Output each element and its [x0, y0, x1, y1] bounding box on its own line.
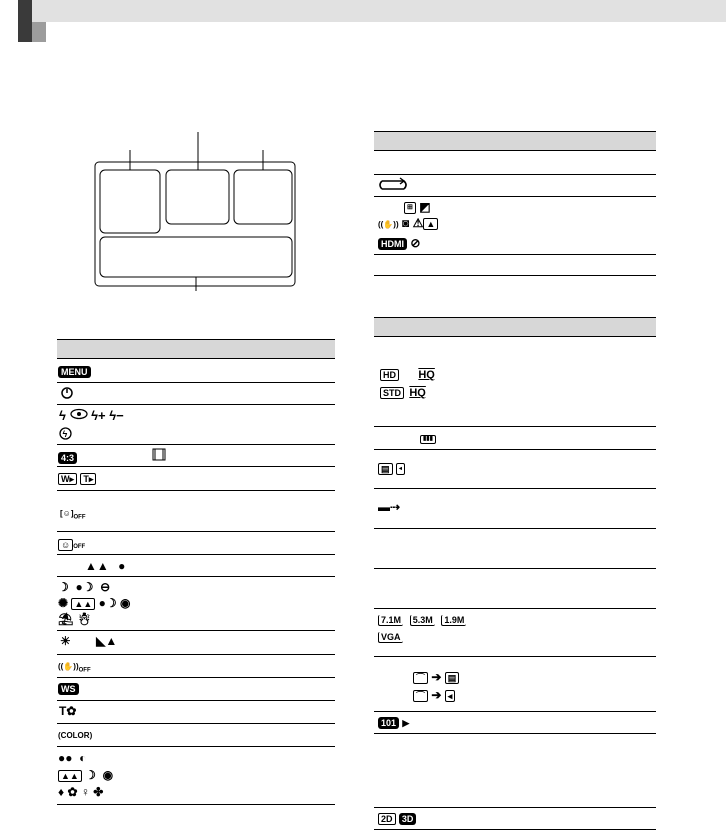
image-icon: ⌒: [413, 690, 428, 702]
internal-memory-icon: ▤: [378, 463, 393, 475]
size-7-1m-icon: 7.1M: [378, 615, 403, 626]
spotlight-icon: ◉: [119, 596, 131, 610]
tele-conversion-icon: T▸: [80, 473, 96, 485]
right-bottom-table-header: [374, 317, 656, 337]
tele-macro-icon: T✿: [59, 704, 77, 718]
fireworks-icon: ✺: [58, 596, 69, 610]
card-slot-icon: ▲: [423, 218, 438, 230]
auto-scene-icons: [58, 750, 113, 801]
usb-icon: ▬⇢: [378, 500, 401, 514]
right-top-table-header: [374, 131, 656, 151]
scene-selection-icons: [58, 579, 130, 627]
night-scene-icon: ☽: [58, 580, 69, 594]
landscape-box-icon: ▲▲: [71, 598, 95, 610]
memory-card-icon: ◂: [396, 463, 405, 475]
flash-minus-icon: ϟ−: [109, 408, 124, 423]
hdmi-label: HDMI: [378, 238, 407, 250]
row-divider: [374, 449, 656, 450]
folder-number: 101: [378, 717, 399, 729]
row-divider: [374, 426, 656, 427]
aspect-4-3-icon: 4:3: [58, 452, 77, 464]
row-divider: [374, 568, 656, 569]
snow-icon: ☃: [76, 612, 92, 626]
repeat-icon: [378, 178, 408, 195]
size-vga-icon: VGA: [378, 632, 403, 643]
pet-icon: ✤: [93, 785, 104, 799]
aspect-icons: [58, 448, 166, 464]
spotlight-icon: ◉: [102, 768, 114, 782]
area-bottom: [100, 237, 292, 277]
row-divider: [57, 700, 335, 701]
copy-icons: ⌒ ➔ ▤ ⌒ ➔ ◂: [413, 668, 459, 704]
row-divider: [374, 196, 656, 197]
area-left: [100, 170, 160, 233]
sunrise-sunset-icon: ⊖: [100, 580, 111, 594]
row-divider: [374, 733, 656, 734]
shake-warning-icon: ((✋)): [378, 220, 399, 229]
widescreen-icon: [58, 681, 79, 695]
chapter-tab-dark: [18, 0, 32, 42]
conversion-icons: [58, 471, 96, 485]
row-divider: [57, 654, 335, 655]
memory-warning-icons: [404, 200, 431, 214]
white-balance-icons: [60, 634, 117, 648]
portrait-icon: ●: [118, 559, 126, 573]
warning-icons: [378, 216, 438, 232]
row-divider: [57, 490, 335, 491]
row-divider: [57, 404, 335, 405]
size-5-3m-icon: 5.3M: [410, 615, 435, 626]
smile-shutter-off-icon: ☺ OFF: [58, 537, 85, 554]
row-divider: [374, 807, 656, 808]
hdmi-icon: [378, 236, 420, 250]
beach-icon: ⛱: [58, 612, 74, 626]
sunlight-icon: ☀: [60, 634, 71, 648]
battery-icon: ▮▮▮: [420, 432, 436, 446]
row-divider: [57, 444, 335, 445]
quality-icons: [380, 366, 435, 402]
flower-icon: ✿: [67, 785, 78, 799]
child-icon: ●☽: [98, 596, 117, 610]
row-divider: [374, 656, 656, 657]
media-icons: [378, 461, 405, 475]
size-1-9m-icon: 1.9M: [441, 615, 466, 626]
flash-auto-icon: ϟ: [59, 408, 66, 423]
white-balance-icon: ◣▲: [96, 634, 118, 648]
night-icon: ◐: [79, 751, 87, 765]
row-divider: [374, 254, 656, 255]
row-divider: [374, 275, 656, 276]
color-icon: (COLOR): [58, 731, 93, 740]
hq-icon: HQ: [418, 369, 435, 381]
memory-card-icon: ◂: [445, 690, 456, 702]
card-error-icon: ◩: [419, 200, 431, 214]
row-divider: [57, 804, 335, 805]
hd-icon: HD: [380, 369, 399, 381]
row-divider: [57, 746, 335, 747]
screen-indicator-diagram: [90, 128, 305, 293]
warning-icon: ⚠: [412, 216, 424, 230]
left-table-header: [57, 339, 335, 359]
red-eye-icon: [70, 408, 88, 420]
area-right: [234, 170, 292, 224]
image-size-icons: [378, 612, 466, 646]
menu-label: MENU: [58, 366, 91, 378]
flash-icons: [59, 408, 124, 423]
2d-icon: 2D: [378, 813, 396, 825]
portrait-icon: ●●: [58, 751, 73, 765]
image-icon: ⌒: [413, 672, 428, 684]
menu-icon: [58, 364, 91, 378]
area-center: [166, 170, 229, 224]
chapter-tab-light: [32, 22, 46, 42]
top-banner: [18, 0, 726, 22]
scene-icons: [85, 559, 125, 573]
row-divider: [374, 711, 656, 712]
self-timer-icon: [60, 386, 74, 403]
camera-warning-icon: ◙: [401, 216, 410, 230]
internal-memory-icon: ⊞: [404, 202, 416, 214]
steady-shot-off-icon: $((✋))_{OFF}$: [58, 662, 91, 674]
person-icon: ♀: [80, 785, 90, 799]
3d-icon: 3D: [399, 813, 417, 825]
row-divider: [374, 488, 656, 489]
landscape-box-icon: ▲▲: [58, 770, 82, 782]
row-divider: [57, 382, 335, 383]
row-divider: [374, 174, 656, 175]
row-divider: [374, 528, 656, 529]
row-divider: [57, 554, 335, 555]
candle-icon: ♦: [58, 785, 65, 799]
flash-plus-icon: ϟ+: [91, 408, 106, 423]
face-detection-off-icon: $[☺]_{OFF}$: [60, 509, 86, 521]
night-portrait-icon: ●☽: [75, 580, 94, 594]
color-label: COLOR: [60, 731, 90, 740]
internal-memory-icon: ▤: [445, 672, 460, 684]
svg-text:ϟ: ϟ: [62, 429, 68, 439]
row-divider: [57, 630, 335, 631]
hq-std-icon: HQ: [409, 387, 426, 399]
prohibited-icon: ⊘: [410, 236, 421, 250]
flash-off-icon: [59, 427, 72, 443]
row-divider: [57, 677, 335, 678]
night-scene-icon: ☽: [85, 768, 96, 782]
folder-icon: [378, 715, 409, 730]
film-frame-icon: [152, 448, 166, 461]
std-icon: STD: [380, 387, 404, 399]
ws-label: WS: [58, 683, 79, 695]
row-divider: [57, 576, 335, 577]
row-divider: [57, 466, 335, 467]
wide-conversion-icon: W▸: [58, 473, 77, 485]
landscape-icon: ▲▲: [85, 559, 109, 573]
play-arrow-icon: ▶: [402, 718, 410, 728]
row-divider: [57, 723, 335, 724]
row-divider: [57, 531, 335, 532]
2d-3d-icons: [378, 811, 416, 825]
row-divider: [374, 608, 656, 609]
